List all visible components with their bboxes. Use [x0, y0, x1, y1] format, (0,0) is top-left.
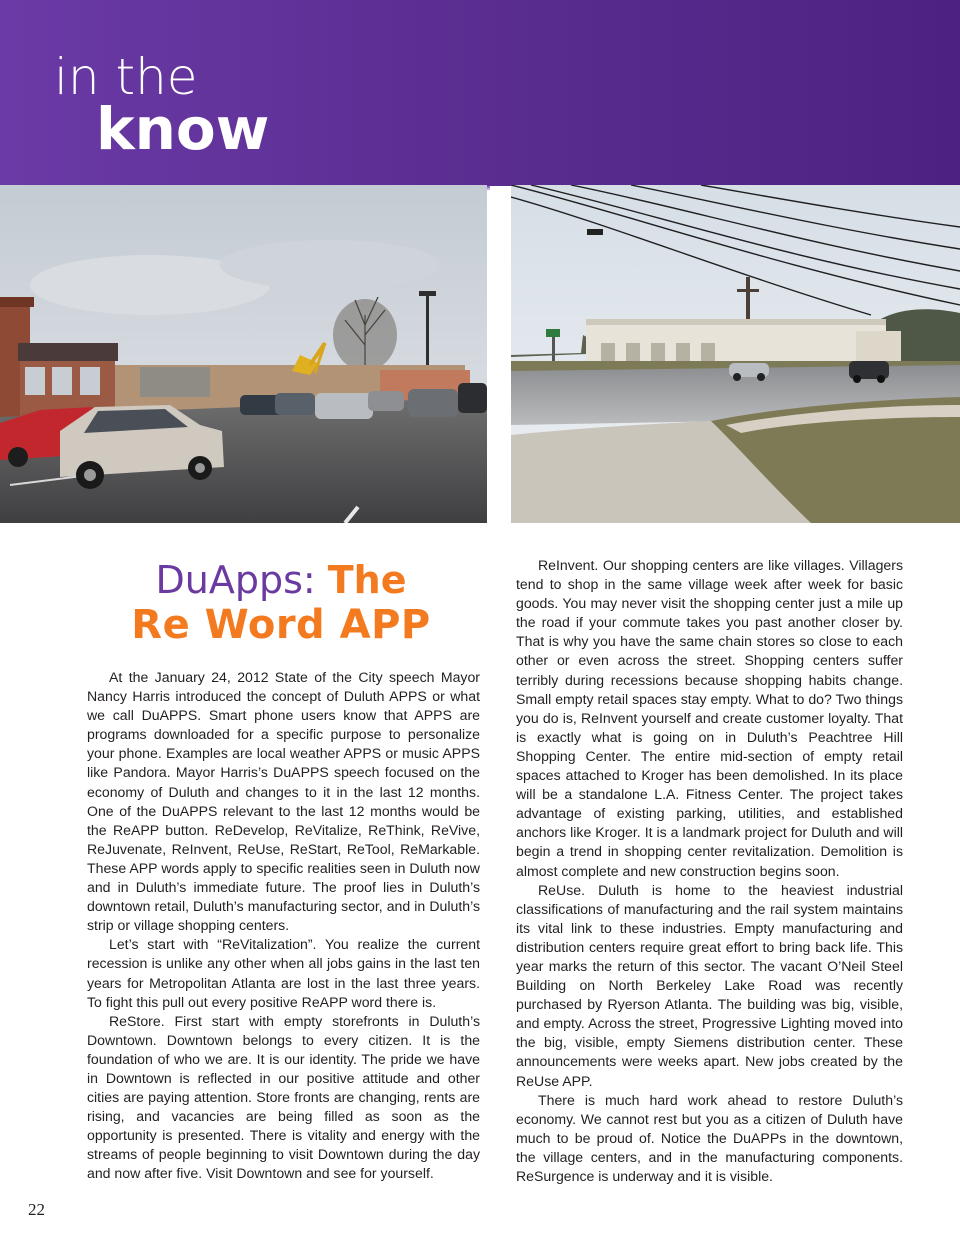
headline-line-2: Re Word APP	[131, 602, 431, 649]
photo-warehouse-across-road	[511, 185, 960, 523]
headline-the: The	[327, 558, 407, 602]
article-column-right	[516, 556, 903, 1186]
paragraph: At the January 24, 2012 State of the City speech Mayor Nancy Harris introduced the concept of Duluth APPS or what we call DuAPPS. Smart phone users know that APPS are programs downloaded for a specific purpose to personalize your phone. Examples are local weather APPS or music APPS like Pandora. Mayor Harris’s DuAPPS speech focused on the economy of Duluth and changes to it in the last 12 months. One of the DuAPPS relevant to the last 12 months would be the ReAPP button. ReDevelop, ReVitalize, ReThink, ReVive, ReJuvenate, ReInvent, ReUse, ReStart, ReTool, ReMarkable. These APP words apply to specific realities seen in Duluth now and in Duluth’s immediate future. The proof lies in Duluth’s downtown retail, Duluth’s manufacturing sector, and in Duluth’s strip or village shopping centers.	[87, 669, 480, 934]
paragraph: ReStore. First start with empty storefronts in Duluth’s Downtown. Downtown belongs to every citizen. It is the foundation of who we are. It is our identity. The pride we have in Downtown is reflected in our positive attitude and other cities are paying attention. Store fronts are changing, rents are rising, and vacancies are being filled as soon as the opportunity is presented. There is vitality and energy with the streams of people beginning to visit Downtown during the day and now after five. Visit Downtown and see for yourself.	[87, 1012, 480, 1182]
section-kicker-big: know	[96, 95, 270, 163]
section-kicker-small: in the	[54, 48, 198, 106]
paragraph: ReUse. Duluth is home to the heaviest industrial classifications of manufacturing and the rail system maintains its vital link to these industries. Empty manufacturing and distribution centers require great effort to bring back life. This year marks the return of this sector. The vacant O’Neil Steel Building on North Berkeley Lake Road was recently purchased by Ryerson Atlanta. The building was big, visible, and empty. Across the street, Progressive Lighting moved into the big, visible, empty Siemens distribution center. These announcements were weeks apart. New jobs created by the ReUse APP.	[516, 881, 903, 1089]
headline-duapps: DuApps:	[155, 558, 316, 602]
article-headline	[86, 558, 476, 648]
paragraph: There is much hard work ahead to restore Duluth’s economy. We cannot rest but you as a citizen of Duluth have much to be proud of. Notice the DuAPPs in the downtown, the village centers, and in the manufacturing components. ReSurgence is underway and it is visible.	[516, 1091, 903, 1184]
headline-line-1	[86, 558, 476, 602]
photo-shopping-center-parking-lot	[0, 185, 487, 523]
paragraph: ReInvent. Our shopping centers are like villages. Villagers tend to shop in the same village week after week for basic goods. You may never visit the shopping center just a mile up the road if your commute takes you past another closer by. That is why you have the same chain stores so close to each other or even across the street. Shopping centers suffer terribly during recessions because shopping habits change. Small empty retail spaces stay empty. What to do? Two things you do is, ReInvent yourself and create customer loyalty. That is exactly what is going on in Duluth’s Peachtree Hill Shopping Center. The entire mid-section of empty retail spaces attached to Kroger has been demolished. In its place will be a standalone L.A. Fitness Center. The project takes advantage of existing parking, utilities, and established anchors like Kroger. It is a landmark project for Duluth and will begin a trend in shopping center revitalization. Demolition is almost complete and new construction begins soon.	[516, 557, 903, 879]
page-number: 22	[28, 1200, 45, 1219]
article-column-left	[87, 668, 480, 1184]
paragraph: Let’s start with “ReVitalization”. You realize the current recession is unlike any other when all jobs gains in the last ten years for Metropolitan Atlanta are lost in the last three years. To fight this pull out every positive ReAPP word there is.	[87, 936, 480, 1010]
